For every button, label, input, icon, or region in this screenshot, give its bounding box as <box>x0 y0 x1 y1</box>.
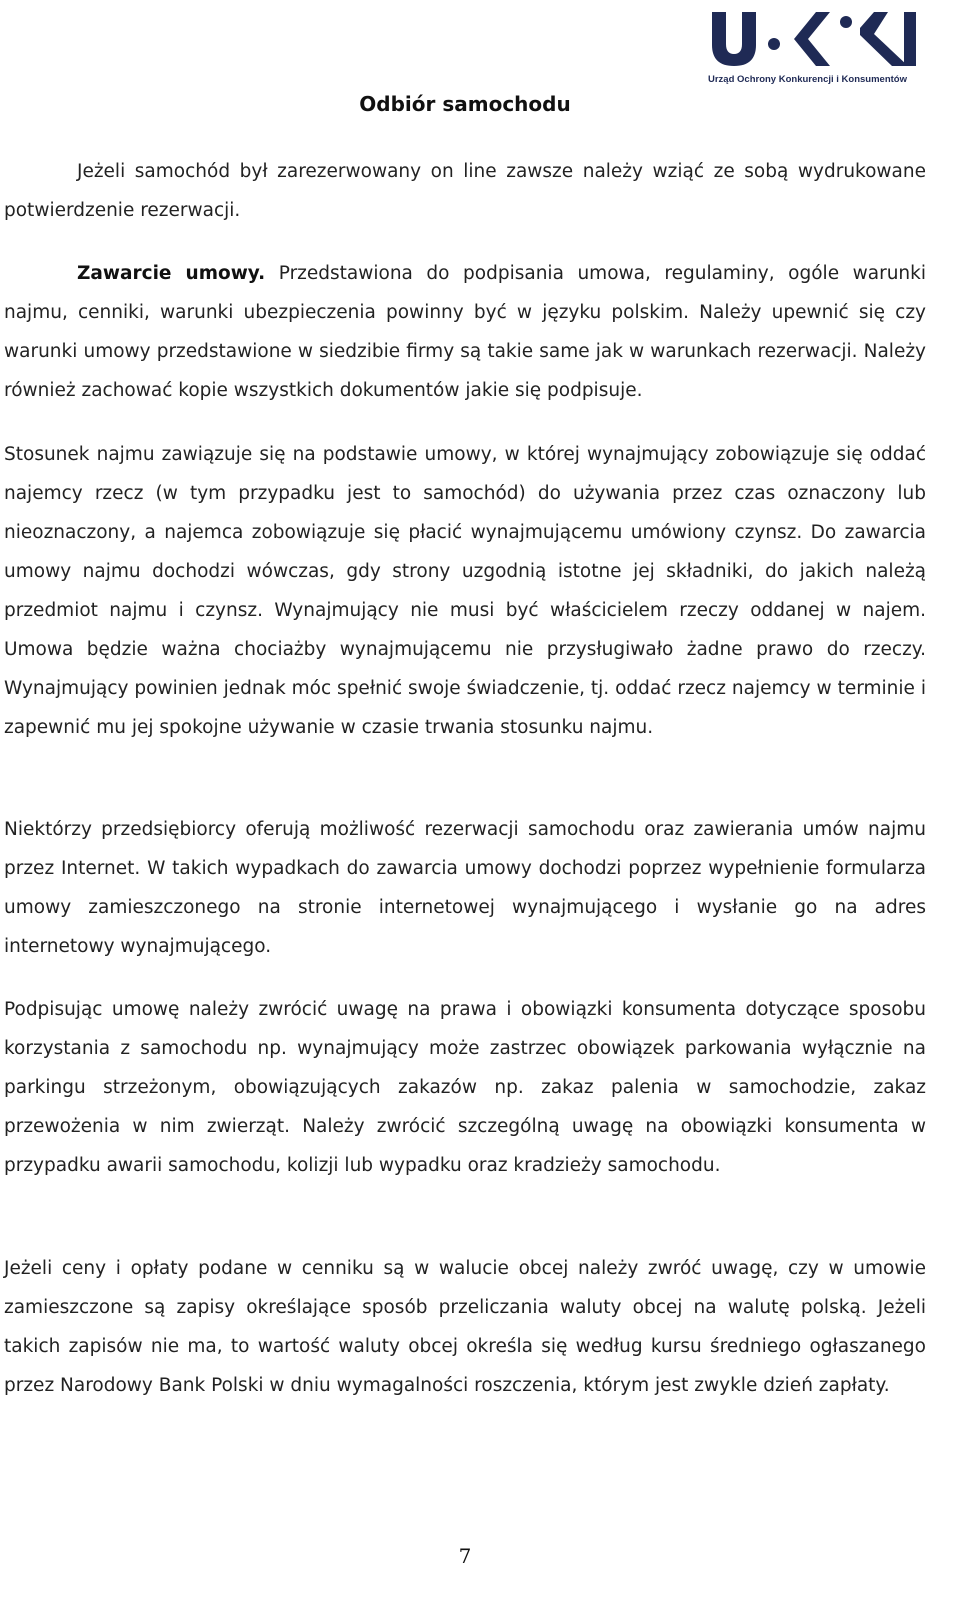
uokik-logo <box>708 8 924 88</box>
paragraph-lease-relationship: Stosunek najmu zawiązuje się na podstawie umowy, w której wynajmujący zobowiązuje się oddać najemcy rzecz (w tym przypadku jest to samochód) do używania przez czas oznaczony lub nieoznaczony, a najemca zobowiązuje się płacić wynajmującemu umówiony czynsz. Do zawarcia umowy najmu dochodzi wówczas, gdy strony uzgodnią istotne jej składniki, do jakich należą przedmiot najmu i czynsz. Wynajmujący nie musi być właścicielem rzeczy oddanej w najem. Umowa będzie ważna chociażby wynajmującemu nie przysługiwało żadne prawo do rzeczy. Wynajmujący powinien jednak móc spełnić swoje świadczenie, tj. oddać rzecz najemcy w terminie i zapewnić mu jej spokojne używanie w czasie trwania stosunku najmu. <box>4 444 926 738</box>
paragraph-foreign-currency: Jeżeli ceny i opłaty podane w cenniku są w walucie obcej należy zwróć uwagę, czy w umowie zamieszczone są zapisy określające sposób przeliczania waluty obcej na walutę polską. Jeżeli takich zapisów nie ma, to wartość waluty obcej określa się według kursu średniego ogłaszanego przez Narodowy Bank Polski w dniu wymagalności roszczenia, którym jest zwykle dzień zapłaty. <box>4 1258 926 1396</box>
uokik-logo-mark-icon <box>708 8 924 72</box>
paragraph-consumer-obligations: Podpisując umowę należy zwrócić uwagę na prawa i obowiązki konsumenta dotyczące sposobu korzystania z samochodu np. wynajmujący może zastrzec obowiązek parkowania wyłącznie na parkingu strzeżonym, obowiązujących zakazów np. zakaz palenia w samochodzie, zakaz przewożenia w nim zwierząt. Należy zwrócić szczególną uwagę na obowiązki konsumenta w przypadku awarii samochodu, kolizji lub wypadku oraz kradzieży samochodu. <box>4 999 926 1176</box>
paragraph-lead-heading: Zawarcie umowy. <box>77 263 266 284</box>
logo-caption: Urząd Ochrony Konkurencji i Konsumentów <box>708 74 907 85</box>
page-number: 7 <box>458 1544 472 1568</box>
page-title: Odbiór samochodu <box>359 92 571 116</box>
paragraph-reservation-confirmation: Jeżeli samochód był zarezerwowany on line zawsze należy wziąć ze sobą wydrukowane potwierdzenie rezerwacji. <box>4 161 926 221</box>
paragraph-online-rental: Niektórzy przedsiębiorcy oferują możliwość rezerwacji samochodu oraz zawierania umów najmu przez Internet. W takich wypadkach do zawarcia umowy dochodzi poprzez wypełnienie formularza umowy zamieszczonego na stronie internetowej wynajmującego i wysłanie go na adres internetowy wynajmującego. <box>4 819 926 957</box>
paragraph-contract-text: Przedstawiona do podpisania umowa, regulaminy, ogóle warunki najmu, cenniki, warunki ubezpieczenia powinny być w języku polskim. Należy upewnić się czy warunki umowy przedstawione w siedzibie firmy są takie same jak w warunkach rezerwacji. Należy również zachować kopie wszystkich dokumentów jakie się podpisuje. <box>4 263 926 401</box>
paragraph-contract-conclusion <box>4 254 926 410</box>
